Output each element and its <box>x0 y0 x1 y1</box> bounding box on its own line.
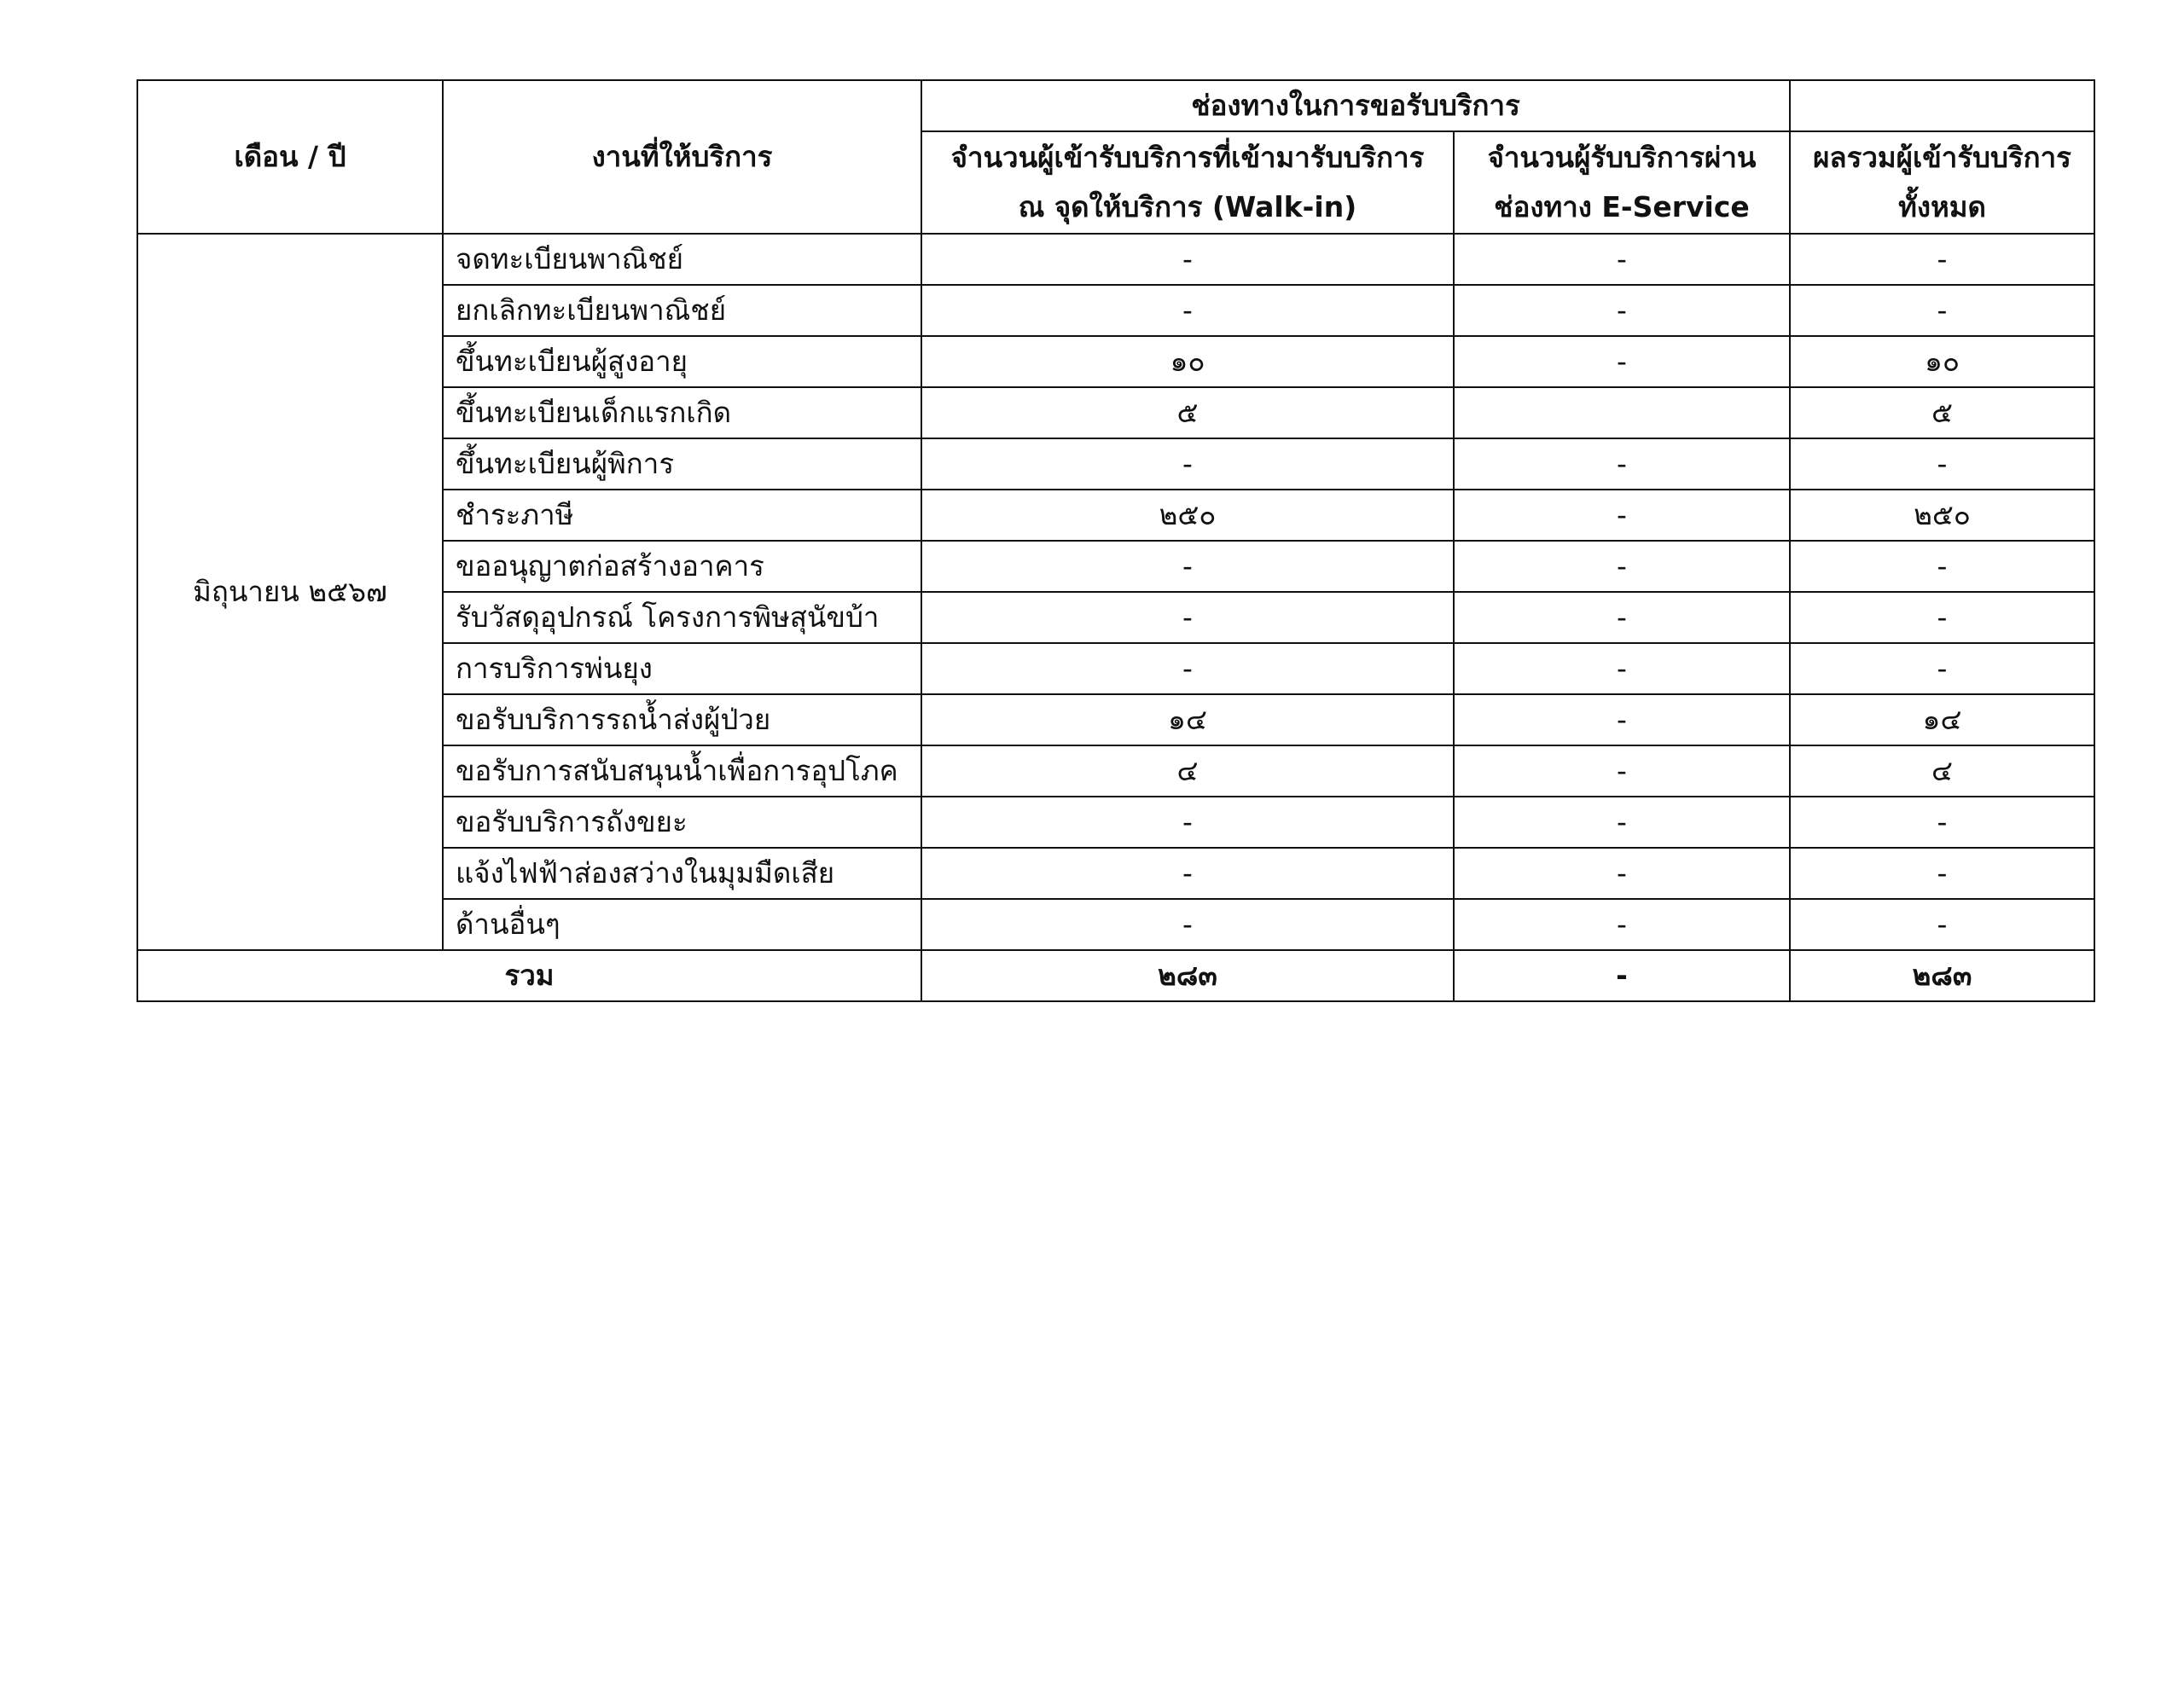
walkin-cell: ๒๕๐ <box>921 490 1454 541</box>
total-cell: ๔ <box>1790 745 2094 797</box>
total-walkin: ๒๘๓ <box>921 950 1454 1001</box>
header-total-line1: ผลรวมผู้เข้ารับบริการ <box>1813 141 2071 174</box>
header-walkin-line2: ณ จุดให้บริการ (Walk-in) <box>1018 190 1357 223</box>
total-cell: - <box>1790 285 2094 336</box>
header-total-line2: ทั้งหมด <box>1898 190 1986 223</box>
header-walkin <box>921 131 1454 234</box>
service-cell: ด้านอื่นๆ <box>443 899 921 950</box>
service-cell: จดทะเบียนพาณิชย์ <box>443 234 921 285</box>
header-month-year: เดือน / ปี <box>137 80 443 234</box>
total-row <box>137 950 2094 1001</box>
eservice-cell: - <box>1454 438 1790 490</box>
eservice-cell: - <box>1454 745 1790 797</box>
walkin-cell: - <box>921 899 1454 950</box>
total-cell: - <box>1790 234 2094 285</box>
report-sheet <box>136 79 2094 1002</box>
service-cell: ขอรับบริการรถน้ำส่งผู้ป่วย <box>443 694 921 745</box>
header-service: งานที่ให้บริการ <box>443 80 921 234</box>
month-cell: มิถุนายน ๒๕๖๗ <box>137 234 443 950</box>
walkin-cell: - <box>921 848 1454 899</box>
service-cell: ขออนุญาตก่อสร้างอาคาร <box>443 541 921 592</box>
header-eservice-line1: จำนวนผู้รับบริการผ่าน <box>1487 141 1757 174</box>
eservice-cell: - <box>1454 234 1790 285</box>
table-row <box>137 234 2094 285</box>
total-cell: - <box>1790 438 2094 490</box>
total-cell: ๑๐ <box>1790 336 2094 387</box>
service-cell: ขึ้นทะเบียนผู้พิการ <box>443 438 921 490</box>
service-statistics-table <box>136 79 2095 1002</box>
total-cell: - <box>1790 848 2094 899</box>
total-cell: - <box>1790 592 2094 643</box>
total-cell: - <box>1790 541 2094 592</box>
header-walkin-line1: จำนวนผู้เข้ารับบริการที่เข้ามารับบริการ <box>950 141 1425 174</box>
service-cell: ขอรับการสนับสนุนน้ำเพื่อการอุปโภค <box>443 745 921 797</box>
walkin-cell: - <box>921 438 1454 490</box>
walkin-cell: - <box>921 541 1454 592</box>
eservice-cell: - <box>1454 848 1790 899</box>
eservice-cell: - <box>1454 899 1790 950</box>
walkin-cell: ๑๐ <box>921 336 1454 387</box>
service-cell: แจ้งไฟฟ้าส่องสว่างในมุมมืดเสีย <box>443 848 921 899</box>
service-cell: ขึ้นทะเบียนผู้สูงอายุ <box>443 336 921 387</box>
eservice-cell: - <box>1454 490 1790 541</box>
total-cell: - <box>1790 899 2094 950</box>
walkin-cell: - <box>921 592 1454 643</box>
walkin-cell: ๑๔ <box>921 694 1454 745</box>
header-blank <box>1790 80 2094 131</box>
service-cell: ขอรับบริการถังขยะ <box>443 797 921 848</box>
eservice-cell <box>1454 387 1790 438</box>
service-cell: ชำระภาษี <box>443 490 921 541</box>
walkin-cell: - <box>921 234 1454 285</box>
eservice-cell: - <box>1454 694 1790 745</box>
walkin-cell: - <box>921 643 1454 694</box>
total-label: รวม <box>137 950 921 1001</box>
service-cell: ยกเลิกทะเบียนพาณิชย์ <box>443 285 921 336</box>
walkin-cell: ๔ <box>921 745 1454 797</box>
header-channel-group: ช่องทางในการขอรับบริการ <box>921 80 1790 131</box>
header-eservice <box>1454 131 1790 234</box>
header-row-1 <box>137 80 2094 131</box>
header-eservice-line2: ช่องทาง E-Service <box>1494 190 1750 223</box>
walkin-cell: - <box>921 285 1454 336</box>
service-cell: ขึ้นทะเบียนเด็กแรกเกิด <box>443 387 921 438</box>
header-total <box>1790 131 2094 234</box>
eservice-cell: - <box>1454 285 1790 336</box>
total-eservice: - <box>1454 950 1790 1001</box>
eservice-cell: - <box>1454 643 1790 694</box>
service-cell: การบริการพ่นยุง <box>443 643 921 694</box>
walkin-cell: - <box>921 797 1454 848</box>
total-cell: ๕ <box>1790 387 2094 438</box>
service-cell: รับวัสดุอุปกรณ์ โครงการพิษสุนัขบ้า <box>443 592 921 643</box>
total-cell: - <box>1790 797 2094 848</box>
walkin-cell: ๕ <box>921 387 1454 438</box>
total-all: ๒๘๓ <box>1790 950 2094 1001</box>
eservice-cell: - <box>1454 541 1790 592</box>
eservice-cell: - <box>1454 797 1790 848</box>
eservice-cell: - <box>1454 592 1790 643</box>
total-cell: ๒๕๐ <box>1790 490 2094 541</box>
total-cell: - <box>1790 643 2094 694</box>
eservice-cell: - <box>1454 336 1790 387</box>
total-cell: ๑๔ <box>1790 694 2094 745</box>
